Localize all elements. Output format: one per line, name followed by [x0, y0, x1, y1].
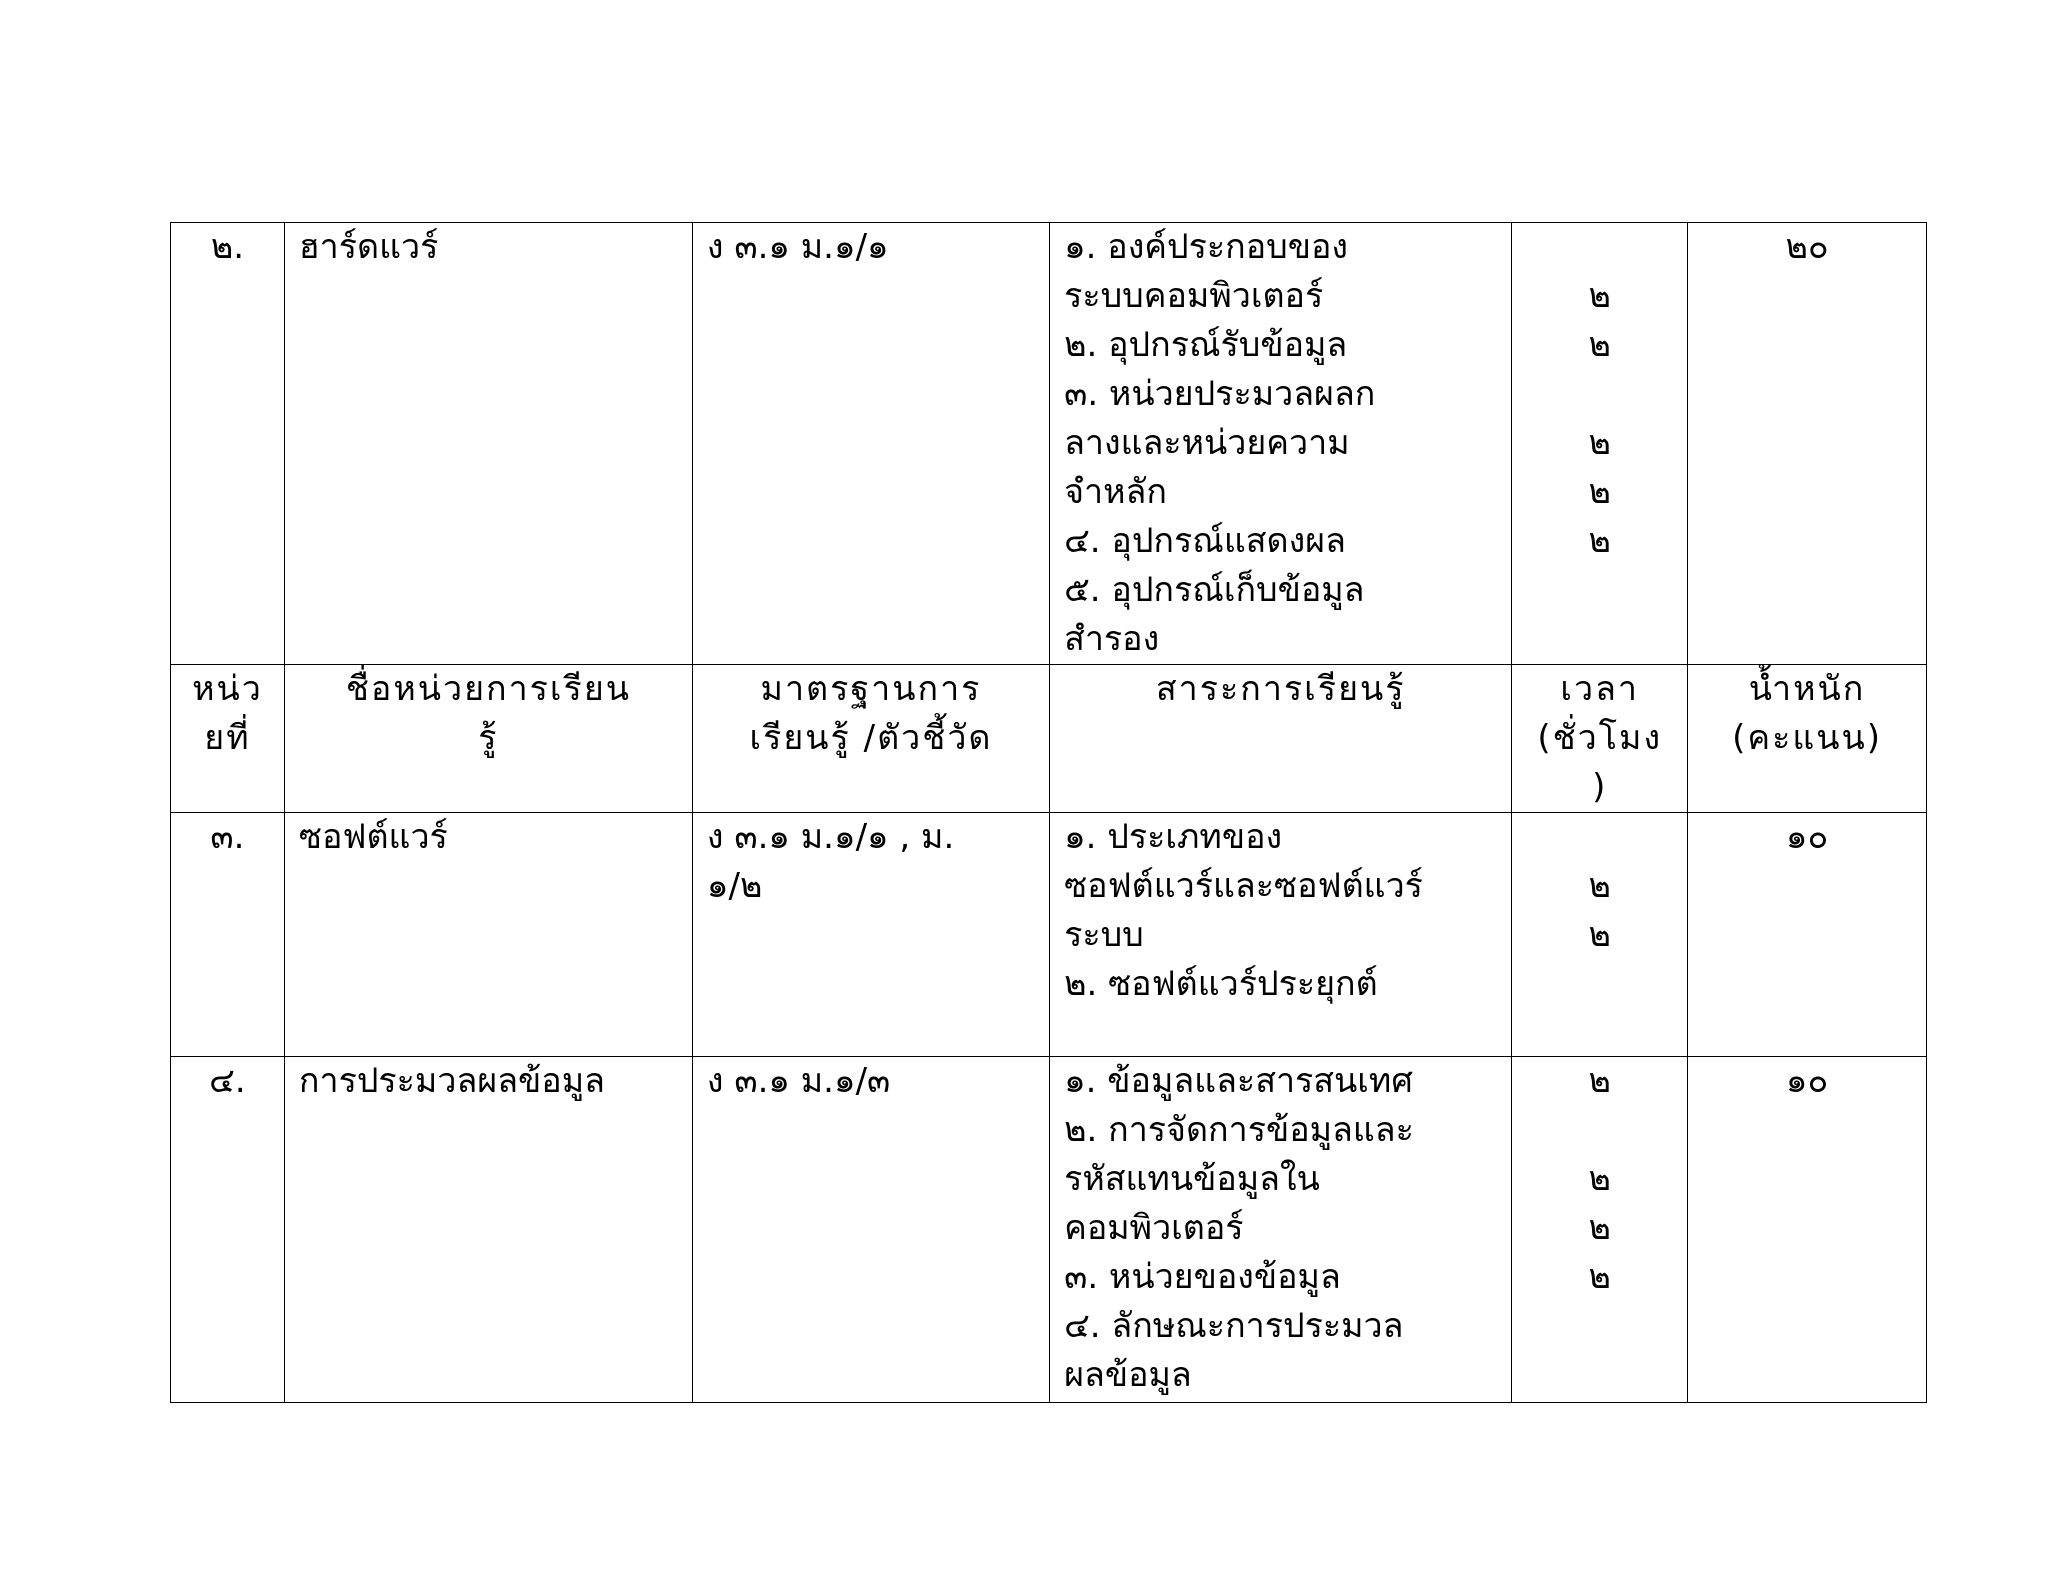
content-line: สำรอง — [1064, 619, 1160, 659]
standard-text: ง ๓.๑ ม.๑/๑ , ม. — [706, 817, 955, 857]
content-cell — [1050, 813, 1512, 1057]
time-value: ๒ — [1588, 866, 1611, 906]
standard-text: ง ๓.๑ ม.๑/๑ — [706, 227, 889, 267]
weight-value: ๒๐ — [1785, 227, 1829, 267]
time-value: ๒ — [1588, 423, 1611, 463]
unit-number-cell — [171, 1057, 285, 1403]
content-line: ๒. ซอฟต์แวร์ประยุกต์ — [1064, 964, 1378, 1004]
content-line: ๓. หน่วยของข้อมูล — [1064, 1257, 1341, 1297]
unit-number: ๒. — [210, 227, 245, 267]
unit-name: ซอฟต์แวร์ — [298, 817, 448, 857]
header-text: ยที่ — [204, 718, 251, 758]
header-text: น้ำหนัก — [1748, 669, 1866, 709]
time-value: ๒ — [1588, 276, 1611, 316]
header-text: (คะแนน) — [1732, 718, 1883, 758]
content-line: รหัสแทนข้อมูลใน — [1064, 1159, 1320, 1199]
content-line: ๑. ข้อมูลและสารสนเทศ — [1064, 1061, 1413, 1101]
table-header-row — [171, 665, 1927, 813]
header-name — [284, 665, 692, 813]
content-line: ๑. ประเภทของ — [1064, 817, 1283, 857]
time-cell — [1512, 1057, 1688, 1403]
table-row — [171, 223, 1927, 665]
header-unit — [171, 665, 285, 813]
content-line: ซอฟต์แวร์และซอฟต์แวร์ — [1064, 866, 1423, 906]
header-content — [1050, 665, 1512, 813]
content-line: ๕. อุปกรณ์เก็บข้อมูล — [1064, 570, 1365, 610]
content-cell — [1050, 223, 1512, 665]
time-cell — [1512, 223, 1688, 665]
content-line: ๔. ลักษณะการประมวล — [1064, 1306, 1404, 1346]
header-weight — [1688, 665, 1927, 813]
content-line: คอมพิวเตอร์ — [1064, 1208, 1244, 1248]
header-time — [1512, 665, 1688, 813]
table-row — [171, 1057, 1927, 1403]
header-standard — [692, 665, 1049, 813]
time-value: ๒ — [1588, 915, 1611, 955]
time-value — [1526, 813, 1673, 862]
header-text: มาตรฐานการ — [760, 669, 982, 709]
weight-cell — [1688, 223, 1927, 665]
time-value: ๒ — [1588, 1208, 1611, 1248]
time-value: ๒ — [1588, 1257, 1611, 1297]
header-text: สาระการเรียนรู้ — [1155, 669, 1406, 709]
time-value — [1526, 370, 1673, 419]
header-text: ) — [1592, 767, 1608, 807]
unit-name: ฮาร์ดแวร์ — [298, 227, 439, 267]
header-text: (ชั่วโมง — [1537, 718, 1663, 758]
content-line: ๑. องค์ประกอบของ — [1064, 227, 1348, 267]
time-value: ๒ — [1588, 325, 1611, 365]
content-line: ลางและหน่วยความ — [1064, 423, 1350, 463]
content-line: ๒. การจัดการข้อมูลและ — [1064, 1110, 1414, 1150]
weight-value: ๑๐ — [1785, 817, 1829, 857]
table-row — [171, 813, 1927, 1057]
header-text: หน่ว — [192, 669, 263, 709]
time-cell — [1512, 813, 1688, 1057]
unit-number-cell — [171, 223, 285, 665]
header-text: ชื่อหน่วยการเรียน — [345, 669, 631, 709]
time-value: ๒ — [1588, 1061, 1611, 1101]
header-text: เวลา — [1560, 669, 1640, 709]
unit-name: การประมวลผลข้อมูล — [298, 1061, 605, 1101]
unit-name-cell — [284, 1057, 692, 1403]
standard-cell — [692, 1057, 1049, 1403]
unit-number-cell — [171, 813, 285, 1057]
standard-cell — [692, 813, 1049, 1057]
unit-number: ๓. — [210, 817, 245, 857]
content-line: ๒. อุปกรณ์รับข้อมูล — [1064, 325, 1348, 365]
time-value — [1526, 1106, 1673, 1155]
content-line: ๔. อุปกรณ์แสดงผล — [1064, 521, 1346, 561]
curriculum-table — [170, 222, 1927, 1403]
unit-number: ๔. — [209, 1061, 246, 1101]
content-cell — [1050, 1057, 1512, 1403]
content-line: ผลข้อมูล — [1064, 1355, 1192, 1395]
weight-value: ๑๐ — [1785, 1061, 1829, 1101]
weight-cell — [1688, 1057, 1927, 1403]
standard-cell — [692, 223, 1049, 665]
content-line: ระบบ — [1064, 915, 1144, 955]
time-value: ๒ — [1588, 1159, 1611, 1199]
content-line: ๓. หน่วยประมวลผลก — [1064, 374, 1376, 414]
header-text: รู้ — [478, 718, 499, 758]
header-text: เรียนรู้ /ตัวชี้วัด — [749, 718, 993, 758]
unit-name-cell — [284, 813, 692, 1057]
content-line: จำหลัก — [1064, 472, 1167, 512]
content-line: ระบบคอมพิวเตอร์ — [1064, 276, 1324, 316]
time-value: ๒ — [1588, 521, 1611, 561]
unit-name-cell — [284, 223, 692, 665]
standard-text: ๑/๒ — [706, 866, 763, 906]
weight-cell — [1688, 813, 1927, 1057]
standard-text: ง ๓.๑ ม.๑/๓ — [706, 1061, 891, 1101]
time-value — [1526, 223, 1673, 272]
time-value: ๒ — [1588, 472, 1611, 512]
